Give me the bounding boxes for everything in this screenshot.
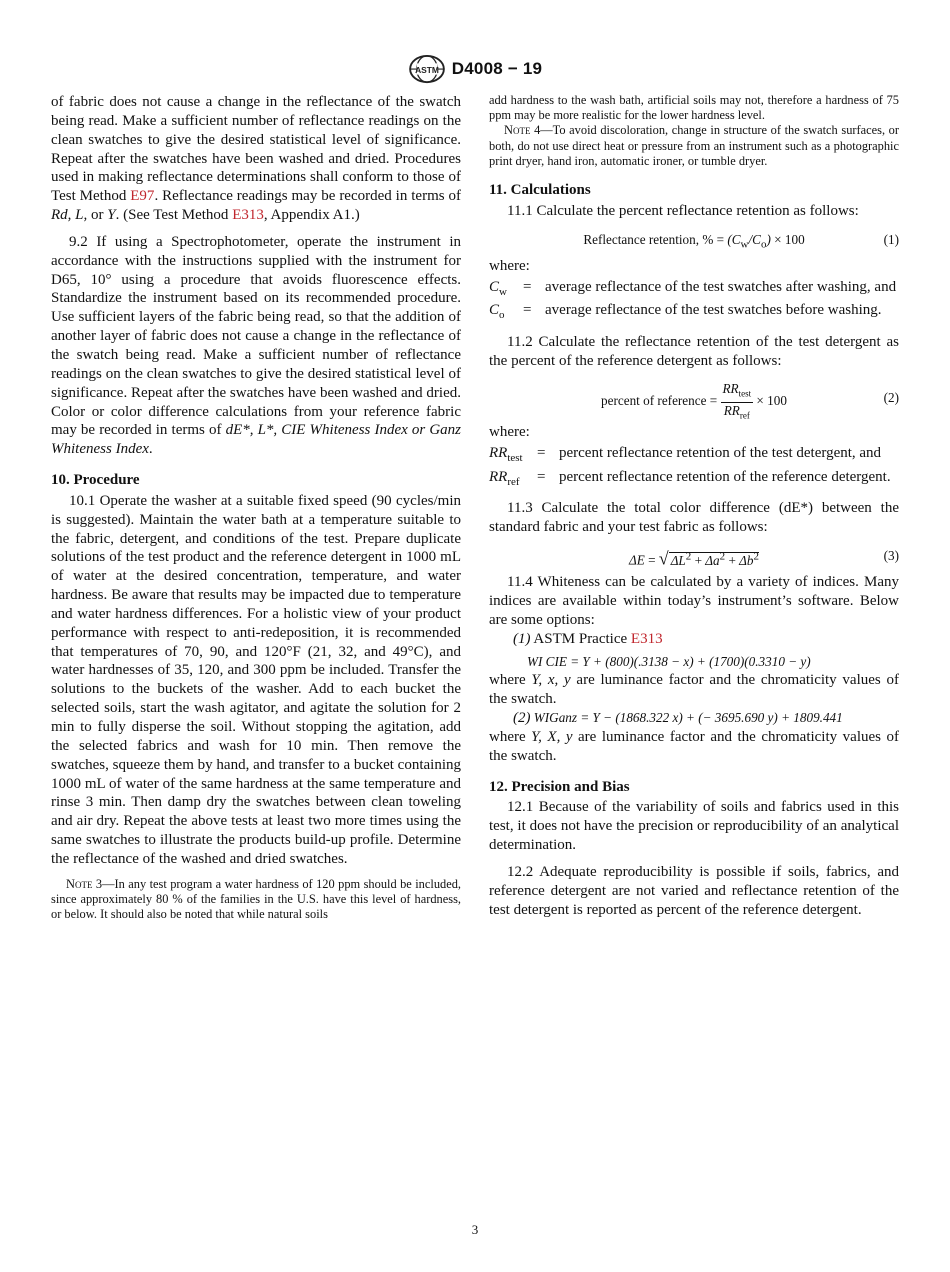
paragraph-10-1: 10.1 Operate the washer at a suitable fixed speed (90 cycles/min is suggested). Maintain the water bath at a temperature suitable to the fabric, detergent, and conditions of the test. Prepare duplicate solutions of the test product and the reference detergent in 1000 mL of water at the desired concentration, temperature, and water hardness. Be aware that results may be impacted due to temperature and water hardness differences. For a holistic view of your product performance with respect to anti-redeposition, it is recommended that temperatures of 70, 90, and 120°F (21, 32, and 49°C), and water hardnesses of 35, 120, and 300 ppm be included. Transfer the solutions to the buckets of the washer. Add to each bucket the selected soils, start the wash agitator, and agitate the solution for 2 min to fully disperse the soil. Without stopping the agitation, add the selected fabrics and wash for 10 min. Then remove the swatches, squeeze them by hand, and transfer to a bucket containing 1000 mL of water of the same hardness at the same temperature and rinse 3 min. Then damp dry the swatches between clean toweling and air dry. Repeat the above tests at least two more times using the same swatches to illustrate the products build-up profile. Determine the reflectance of the washed and dried swatches. bbox=[51, 492, 461, 867]
equation-number: (3) bbox=[883, 548, 899, 564]
option-1: (1) ASTM Practice E313 bbox=[513, 630, 663, 647]
where-label: where: bbox=[489, 423, 530, 440]
where-label: where: bbox=[489, 257, 530, 274]
paragraph-9-1-continued: of fabric does not cause a change in the reflectance of the swatch being read. Make a sufficient number of reflectance readings on the clean swatches to give the desired statistical level of significance. Repeat after the swatches have been washed and dried. Procedures used in making reflectance determinations shall conform to those of Test Method E97. Reflectance readings may be recorded in terms of Rd, L, or Y. (See Test Method E313, Appendix A1.) bbox=[51, 94, 461, 224]
heading-calculations: 11. Calculations bbox=[489, 182, 591, 199]
left-column bbox=[51, 93, 461, 922]
heading-precision-bias: 12. Precision and Bias bbox=[489, 778, 630, 795]
equation-2: percent of reference = $\frac{RR_{test}}{RR_{ref}}$ × 100 (2) bbox=[601, 380, 899, 421]
ganz-where: where Y, X, y are luminance factor and the chromaticity values of the swatch. bbox=[489, 728, 899, 764]
wi-cie-where: where Y, x, y are luminance factor and the chromaticity values of the swatch. bbox=[489, 672, 899, 708]
svg-text:ASTM: ASTM bbox=[414, 64, 439, 75]
note-4: Note 4—To avoid discoloration, change in structure of the swatch surfaces, or both, do not use direct heat or pressure from an instrument such as a photographic print dryer, hand iron, automatic ironer, or tumble dryer. bbox=[489, 123, 899, 168]
note-3: Note 3—In any test program a water hardness of 120 ppm should be included, since approximately 80 % of the families in the U.S. have this level of hardness, or below. It should also be noted that while natural soils bbox=[51, 876, 461, 922]
equation-number: (1) bbox=[883, 231, 899, 247]
wi-cie-formula: WI CIE = Y + (800)(.3138 − x) + (1700)(0.3310 − y) bbox=[527, 653, 811, 669]
equation-number: (2) bbox=[883, 389, 899, 405]
document-id: D4008 − 19 bbox=[451, 59, 543, 78]
link-e97[interactable]: E97 bbox=[130, 188, 155, 205]
where-list-2: $RR_{test}$ = percent reflectance retention of the test detergent, and $RR_{ref}$ = percent reflectance retention of the reference detergent. bbox=[489, 444, 891, 488]
page-header bbox=[0, 54, 950, 89]
paragraph-11-4: 11.4 Whiteness can be calculated by a variety of indices. Many indices are available within today’s instrument’s software. Below are some options: bbox=[489, 574, 899, 628]
link-e313[interactable]: E313 bbox=[232, 207, 264, 224]
paragraph-11-3: 11.3 Calculate the total color difference (dE*) between the standard fabric and your test fabric as follows: bbox=[489, 500, 899, 536]
right-column bbox=[489, 93, 899, 919]
note-3-continued: add hardness to the wash bath, artificial soils may not, therefore a hardness of 75 ppm may be more realistic for the lower hardness level. bbox=[489, 93, 899, 123]
astm-logo-icon bbox=[408, 54, 446, 84]
paragraph-12-2: 12.2 Adequate reproducibility is possible if soils, fabrics, and reference detergent are not varied and reflectance retention of the test detergent is reported as percent of the reference detergent. bbox=[489, 863, 899, 918]
paragraph-11-2: 11.2 Calculate the reflectance retention of the test detergent as the percent of the reference detergent as follows: bbox=[489, 334, 899, 370]
where-list-1: $C_w$ = average reflectance of the test swatches after washing, and $C_o$ = average reflectance of the test swatches before washing. bbox=[489, 278, 897, 322]
equation-1: Reflectance retention, % = $(C_w/C_o) \times 100$ (1) bbox=[583, 231, 899, 251]
equation-3: ΔE = √ $\Delta L^2 + \Delta a^2 + \Delta b^2$ (3) bbox=[628, 548, 899, 569]
page-number: 3 bbox=[471, 1222, 479, 1237]
paragraph-11-1: 11.1 Calculate the percent reflectance retention as follows: bbox=[507, 202, 859, 219]
paragraph-12-1: 12.1 Because of the variability of soils and fabrics used in this test, it does not have the precision or reproducibility of an analytical determination. bbox=[489, 799, 899, 854]
heading-procedure: 10. Procedure bbox=[51, 472, 140, 489]
paragraph-9-2: 9.2 If using a Spectrophotometer, operate the instrument in accordance with the instructions supplied with the instrument for D65, 10° using a procedure that avoids fluorescence effects. Standardize the instrument based on its recommended procedure. Use sufficient layers of the fabric being read, so that the addition of another layer of fabric does not cause a change in the reflectance of the swatch being read. Make a sufficient number of reflectance readings on the clean swatches to give the desired statistical level of significance. Repeat after the swatches have been washed and dried. Color or color difference calculations from your reference fabric may be recorded in terms of dE*, L*, CIE Whiteness Index or Ganz Whiteness Index. bbox=[51, 233, 461, 458]
option-2: (2) WIGanz = Y − (1868.322 x) + (− 3695.690 y) + 1809.441 bbox=[513, 710, 843, 727]
link-e313-practice[interactable]: E313 bbox=[630, 630, 663, 647]
